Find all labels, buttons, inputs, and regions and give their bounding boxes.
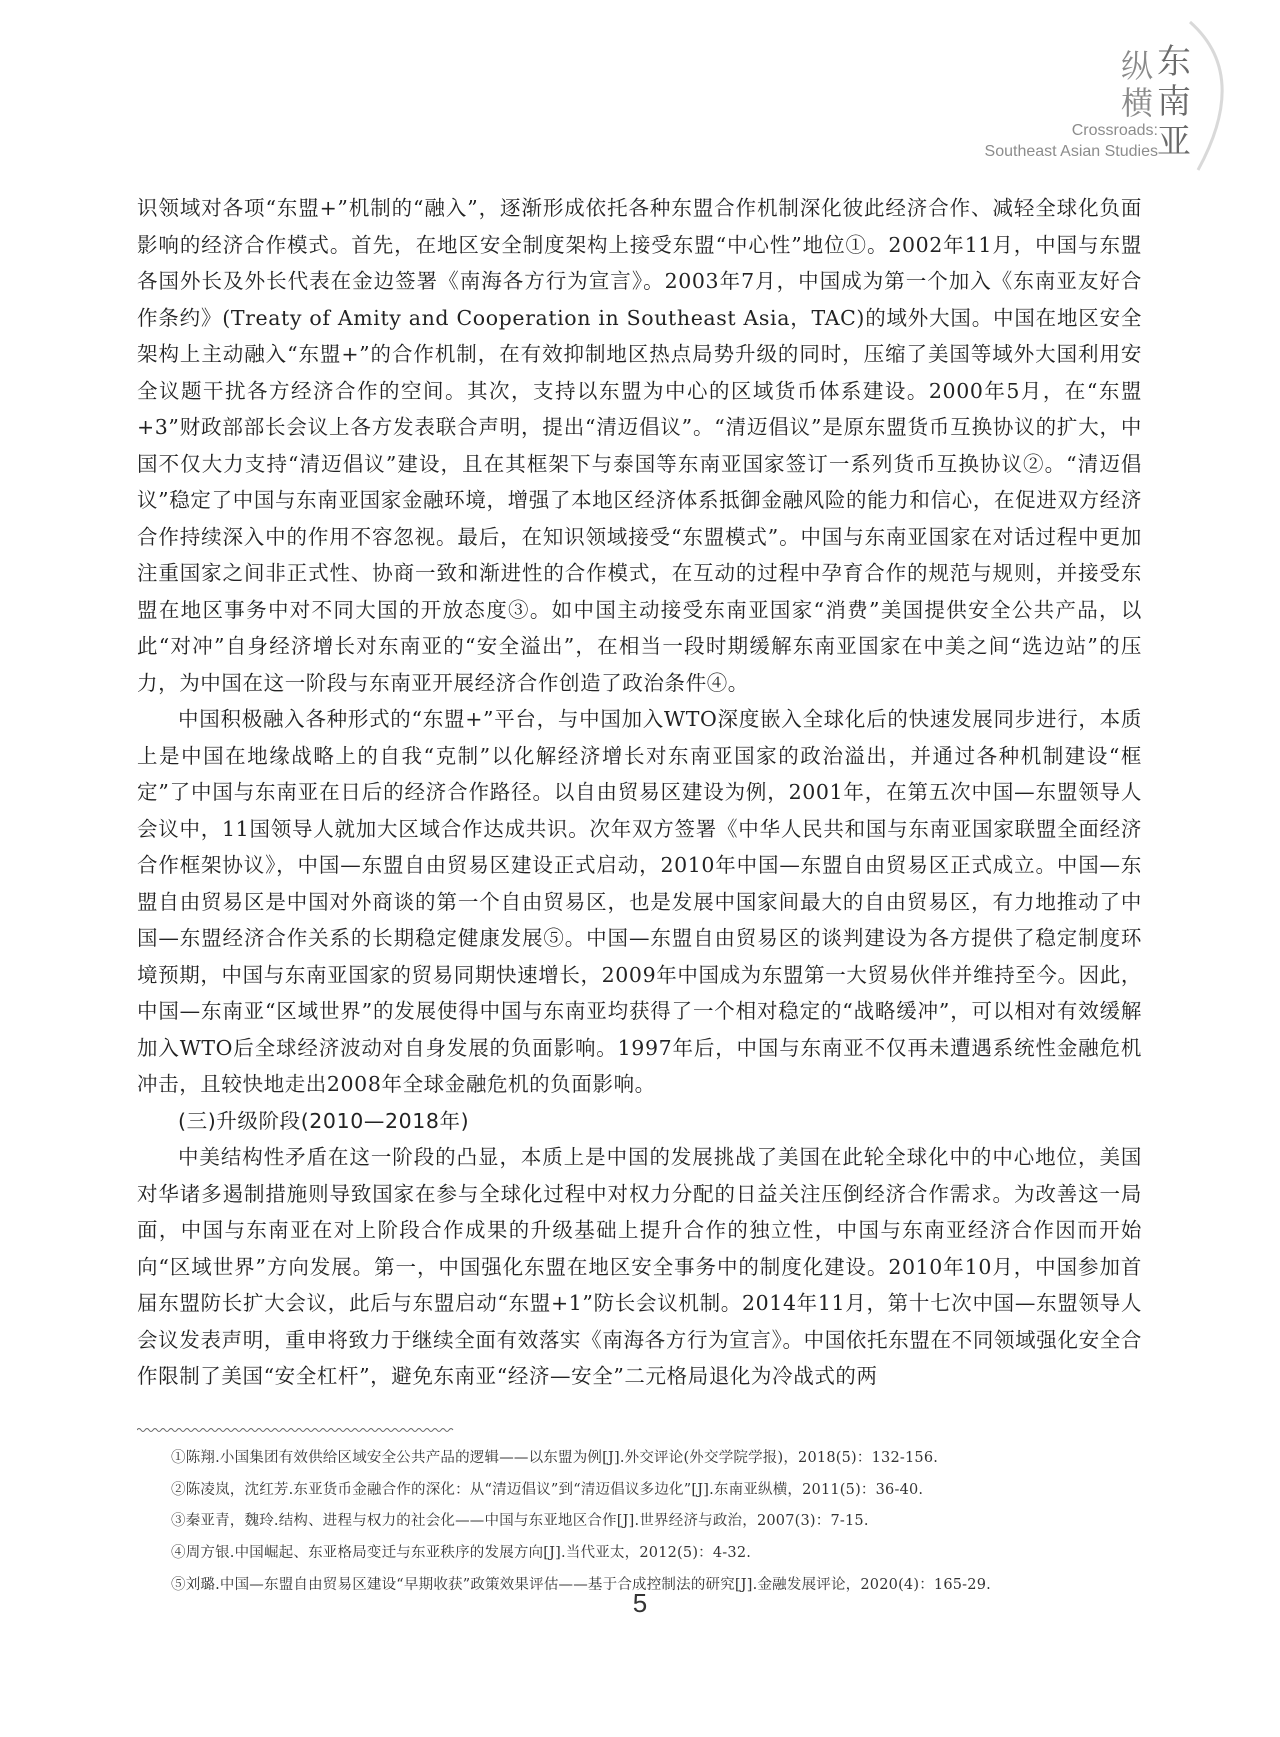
footnote-3: ③秦亚青，魏玲.结构、进程与权力的社会化——中国与东亚地区合作[J].世界经济与政治，2007(3)：7-15. bbox=[171, 1513, 869, 1530]
section-subheading: (三)升级阶段(2010—2018年) bbox=[178, 1108, 470, 1133]
masthead-title-left: 纵横 bbox=[1121, 47, 1154, 122]
masthead-english-line2: Southeast Asian Studies bbox=[984, 143, 1158, 160]
journal-masthead bbox=[920, 0, 1280, 200]
paragraph-2: 中国积极融入各种形式的“东盟+”平台，与中国加入WTO深度嵌入全球化后的快速发展同步进行，本质上是中国在地缘战略上的自我“克制”以化解经济增长对东南亚国家的政治溢出，并通过各种机制建设“框定”了中国与东南亚在日后的经济合作路径。以自由贸易区建设为例，2001年，在第五次中国—东盟领导人会议中，11国领导人就加大区域合作达成共识。次年双方签署《中华人民共和国与东南亚国家联盟全面经济合作框架协议》，中国—东盟自由贸易区建设正式启动，2010年中国—东盟自由贸易区正式成立。中国—东盟自由贸易区是中国对外商谈的第一个自由贸易区，也是发展中国家间最大的自由贸易区，有力地推动了中国—东盟经济合作关系的长期稳定健康发展⑤。中国—东盟自由贸易区的谈判建设为各方提供了稳定制度环境预期，中国与东南亚国家的贸易同期快速增长，2009年中国成为东盟第一大贸易伙伴并维持至今。因此，中国—东南亚“区域世界”的发展使得中国与东南亚均获得了一个相对稳定的“战略缓冲”，可以相对有效缓解加入WTO后全球经济波动对自身发展的负面影响。1997年后，中国与东南亚不仅再未遭遇系统性金融危机冲击，且较快地走出2008年全球金融危机的负面影响。 bbox=[137, 707, 1142, 1096]
masthead-arc-decoration bbox=[920, 0, 1280, 200]
footnote-4: ④周方银.中国崛起、东亚格局变迁与东亚秩序的发展方向[J].当代亚太，2012(5)：4-32. bbox=[171, 1545, 752, 1562]
footnote-1: ①陈翔.小国集团有效供给区域安全公共产品的逻辑——以东盟为例[J].外交评论(外交学院学报)，2018(5)：132-156. bbox=[171, 1450, 939, 1466]
footnotes bbox=[171, 1443, 1131, 1602]
paragraph-3: 中美结构性矛盾在这一阶段的凸显，本质上是中国的发展挑战了美国在此轮全球化中的中心地位，美国对华诸多遏制措施则导致国家在参与全球化过程中对权力分配的日益关注压倒经济合作需求。为改善这一局面，中国与东南亚在对上阶段合作成果的升级基础上提升合作的独立性，中国与东南亚经济合作因而开始向“区域世界”方向发展。第一，中国强化东盟在地区安全事务中的制度化建设。2010年10月，中国参加首届东盟防长扩大会议，此后与东盟启动“东盟+1”防长会议机制。2014年11月，第十七次中国—东盟领导人会议发表声明，重申将致力于继续全面有效落实《南海各方行为宣言》。中国依托东盟在不同领域强化安全合作限制了美国“安全杠杆”，避免东南亚“经济—安全”二元格局退化为冷战式的两 bbox=[137, 1145, 1142, 1388]
footnote-2: ②陈凌岚，沈红芳.东亚货币金融合作的深化：从“清迈倡议”到“清迈倡议多边化”[J].东南亚纵横，2011(5)：36-40. bbox=[171, 1481, 924, 1498]
masthead-english-title bbox=[985, 120, 1158, 162]
article-body bbox=[137, 190, 1142, 1395]
paragraph-1: 识领域对各项“东盟+”机制的“融入”，逐渐形成依托各种东盟合作机制深化彼此经济合作、减轻全球化负面影响的经济合作模式。首先，在地区安全制度架构上接受东盟“中心性”地位①。2002年11月，中国与东盟各国外长及外长代表在金边签署《南海各方行为宣言》。2003年7月，中国成为第一个加入《东南亚友好合作条约》(Treaty of Amity and Cooperation in Southeast Asia，TAC)的域外大国。中国在地区安全架构上主动融入“东盟+”的合作机制，在有效抑制地区热点局势升级的同时，压缩了美国等域外大国利用安全议题干扰各方经济合作的空间。其次，支持以东盟为中心的区域货币体系建设。2000年5月，在“东盟+3”财政部部长会议上各方发表联合声明，提出“清迈倡议”。“清迈倡议”是原东盟货币互换协议的扩大，中国不仅大力支持“清迈倡议”建设，且在其框架下与泰国等东南亚国家签订一系列货币互换协议②。“清迈倡议”稳定了中国与东南亚国家金融环境，增强了本地区经济体系抵御金融风险的能力和信心，在促进双方经济合作持续深入中的作用不容忽视。最后，在知识领域接受“东盟模式”。中国与东南亚国家在对话过程中更加注重国家之间非正式性、协商一致和渐进性的合作模式，在互动的过程中孕育合作的规范与规则，并接受东盟在地区事务中对不同大国的开放态度③。如中国主动接受东南亚国家“消费”美国提供安全公共产品，以此“对冲”自身经济增长对东南亚的“安全溢出”，在相当一段时期缓解东南亚国家在中美之间“选边站”的压力，为中国在这一阶段与东南亚开展经济合作创造了政治条件④。 bbox=[137, 196, 1142, 695]
footnote-5: ⑤刘璐.中国—东盟自由贸易区建设“早期收获”政策效果评估——基于合成控制法的研究[J].金融发展评论，2020(4)：165-29. bbox=[171, 1576, 991, 1593]
masthead-english-line1: Crossroads: bbox=[1071, 122, 1158, 139]
masthead-title-right: 东南亚 bbox=[1157, 42, 1191, 162]
footnote-divider bbox=[137, 1426, 457, 1434]
page-number: 5 bbox=[632, 1588, 648, 1618]
